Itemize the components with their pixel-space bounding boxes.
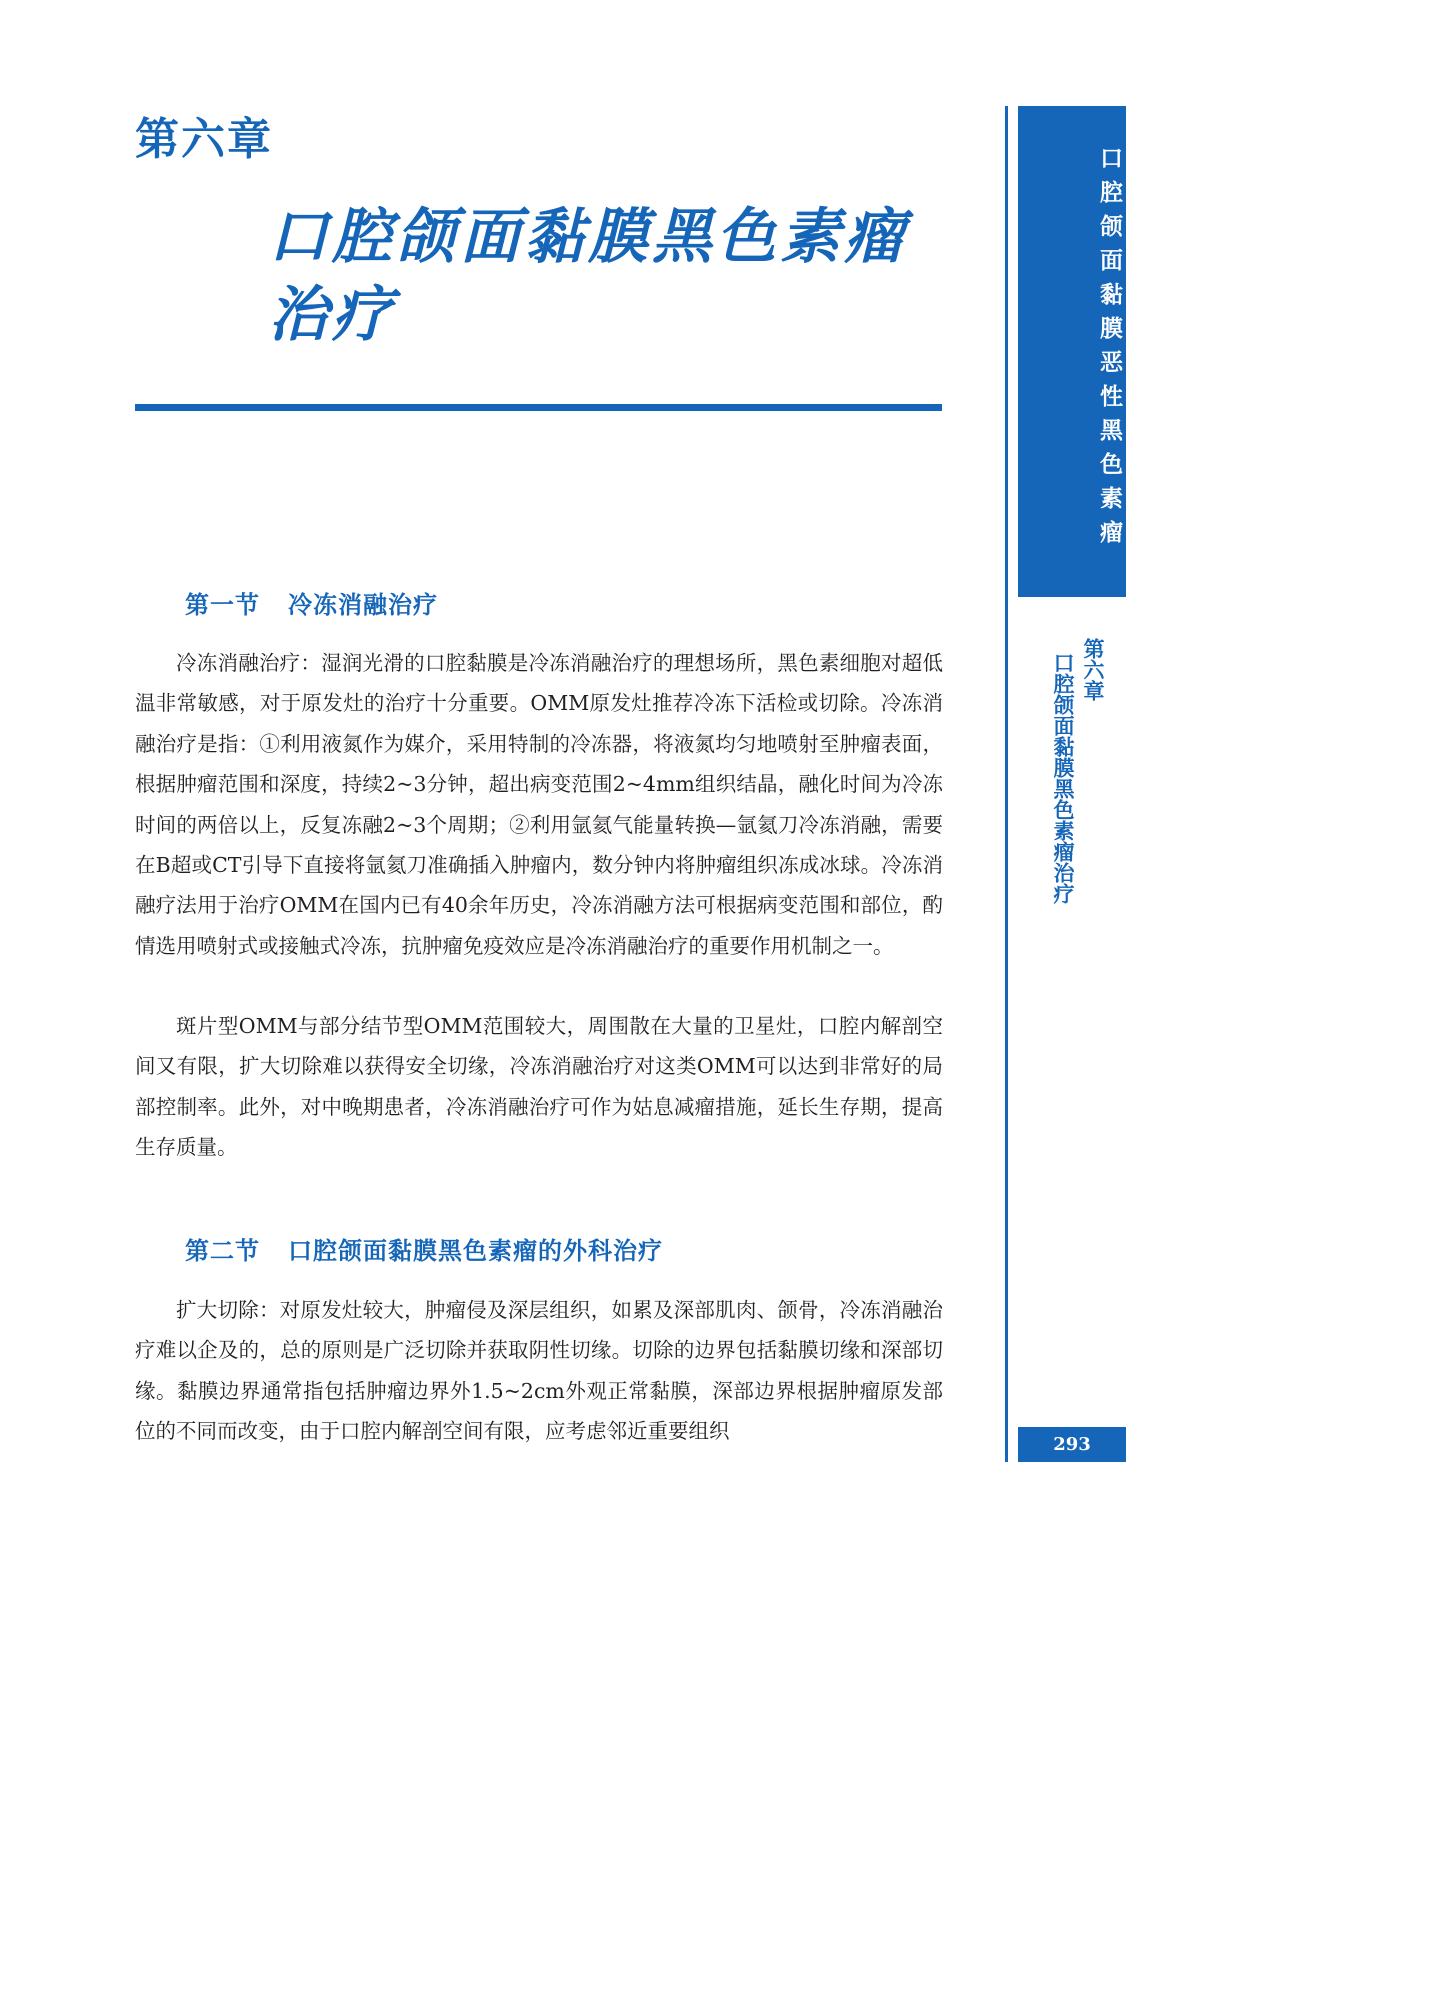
body-paragraph: 冷冻消融治疗：湿润光滑的口腔黏膜是冷冻消融治疗的理想场所，黑色素细胞对超低温非常敏感，对于原发灶的治疗十分重要。OMM原发灶推荐冷冻下活检或切除。冷冻消融治疗是指：①利用液氮作为媒介，采用特制的冷冻器，将液氮均匀地喷射至肿瘤表面，根据肿瘤范围和深度，持续2~3分钟，超出病变范围2~4mm组织结晶，融化时间为冷冻时间的两倍以上，反复冻融2~3个周期；②利用氩氦气能量转换—氩氦刀冷冻消融，需要在B超或CT引导下直接将氩氦刀准确插入肿瘤内，数分钟内将肿瘤组织冻成冰球。冷冻消融疗法用于治疗OMM在国内已有40余年历史，冷冻消融方法可根据病变范围和部位，酌情选用喷射式或接触式冷冻，抗肿瘤免疫效应是冷冻消融治疗的重要作用机制之一。: [135, 651, 943, 958]
section-number: 第一节: [185, 590, 260, 619]
section-title: 冷冻消融治疗: [288, 590, 438, 619]
running-header: [1048, 638, 1108, 904]
sidebar-tab: [1018, 106, 1126, 597]
section-heading-1: [185, 585, 438, 620]
section-heading-2: [185, 1231, 663, 1266]
chapter-label: 第六章: [135, 114, 273, 165]
chapter-title: 口腔颌面黏膜黑色素瘤治疗: [268, 202, 908, 350]
body-paragraph: 扩大切除：对原发灶较大，肿瘤侵及深层组织，如累及深部肌肉、颌骨，冷冻消融治疗难以企及的，总的原则是广泛切除并获取阴性切缘。切除的边界包括黏膜切缘和深部切缘。黏膜边界通常指包括肿瘤边界外1.5~2cm外观正常黏膜，深部边界根据肿瘤原发部位的不同而改变，由于口腔内解剖空间有限，应考虑邻近重要组织: [135, 1298, 943, 1444]
running-title: 口腔颌面黏膜黑色素瘤治疗: [1051, 652, 1076, 904]
body-paragraph: 斑片型OMM与部分结节型OMM范围较大，周围散在大量的卫星灶，口腔内解剖空间又有限，扩大切除难以获得安全切缘，冷冻消融治疗对这类OMM可以达到非常好的局部控制率。此外，对中晚期患者，冷冻消融治疗可作为姑息减瘤措施，延长生存期，提高生存质量。: [135, 1014, 943, 1160]
section-title: 口腔颌面黏膜黑色素瘤的外科治疗: [288, 1236, 663, 1265]
sidebar-rule: [1005, 106, 1008, 1462]
sidebar-tab-text: 口腔颌面黏膜恶性黑色素瘤: [1096, 146, 1122, 554]
running-chapter: 第六章: [1081, 638, 1106, 701]
page-number: 293: [1018, 1427, 1126, 1462]
section-number: 第二节: [185, 1236, 260, 1265]
title-divider: [135, 404, 942, 411]
